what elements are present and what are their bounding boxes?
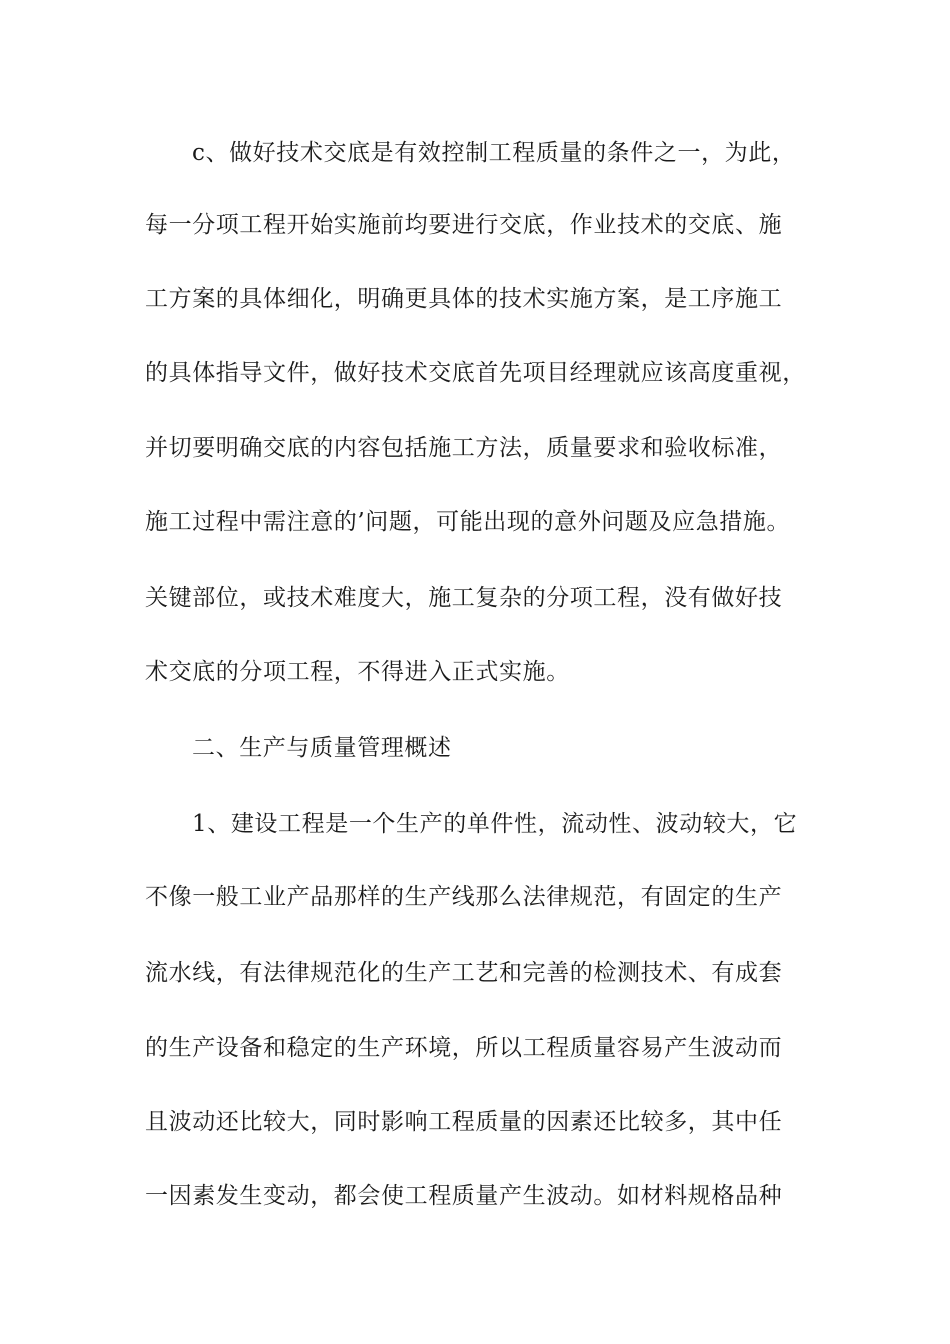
- paragraph-line: 工方案的具体细化，明确更具体的技术实施方案，是工序施工: [145, 286, 783, 312]
- paragraph-line: 的生产设备和稳定的生产环境，所以工程质量容易产生波动而: [145, 1035, 783, 1061]
- paragraph-line: 且波动还比较大，同时影响工程质量的因素还比较多，其中任: [145, 1109, 783, 1135]
- paragraph-line: 每一分项工程开始实施前均要进行交底，作业技术的交底、施: [145, 212, 783, 238]
- paragraph-line: 的具体指导文件，做好技术交底首先项目经理就应该高度重视，: [145, 360, 806, 386]
- paragraph-line: c、做好技术交底是有效控制工程质量的条件之一，为此，: [192, 140, 796, 166]
- paragraph-line: 并切要明确交底的内容包括施工方法，质量要求和验收标准，: [145, 435, 783, 461]
- paragraph-line: 流水线，有法律规范化的生产工艺和完善的检测技术、有成套: [145, 960, 783, 986]
- paragraph-line: 不像一般工业产品那样的生产线那么法律规范，有固定的生产: [145, 884, 783, 910]
- paragraph-line: 术交底的分项工程，不得进入正式实施。: [145, 659, 570, 685]
- paragraph-line: 一因素发生变动，都会使工程质量产生波动。如材料规格品种: [145, 1183, 783, 1209]
- section-heading: 二、生产与质量管理概述: [192, 735, 452, 761]
- paragraph-line: 1、建设工程是一个生产的单件性，流动性、波动较大，它: [192, 811, 798, 837]
- paragraph-line: 施工过程中需注意的’问题，可能出现的意外问题及应急措施。: [145, 509, 791, 535]
- paragraph-line: 关键部位，或技术难度大，施工复杂的分项工程，没有做好技: [145, 585, 783, 611]
